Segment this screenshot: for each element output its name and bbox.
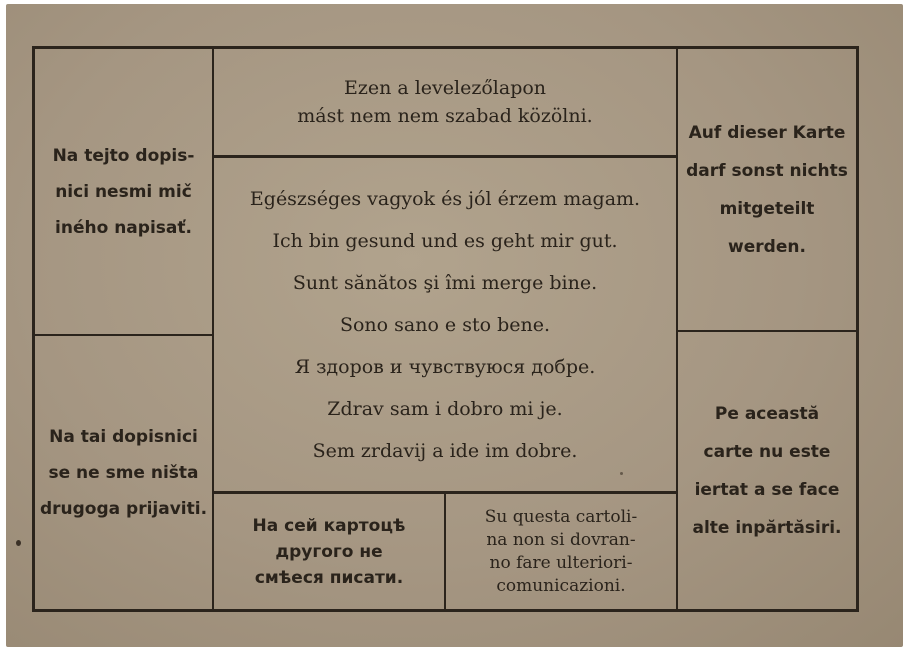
- notice-line: no fare ulteriori-: [489, 552, 633, 573]
- notice-line: nici nesmi mič: [55, 181, 192, 202]
- health-statements: [214, 178, 676, 478]
- notice-line: другого не: [275, 541, 383, 562]
- statement-italian: Sono sano e sto bene.: [339, 314, 551, 336]
- frame-bottom-line: [35, 609, 859, 612]
- notice-line: carte nu este: [703, 441, 831, 462]
- ruthenian-notice: [214, 494, 444, 609]
- notice-line: На сей картоцѣ: [252, 515, 406, 536]
- notice-line: werden.: [728, 236, 806, 257]
- statement-hungarian: Egészséges vagyok és jól érzem magam.: [249, 188, 641, 210]
- hungarian-notice: [214, 49, 676, 155]
- notice-line: alte inpărtăsiri.: [692, 517, 842, 538]
- statement-romanian: Sunt sănătos şi îmi merge bine.: [292, 272, 598, 294]
- notice-line: iertat a se face: [694, 479, 840, 500]
- statement-croatian: Zdrav sam i dobro mi je.: [327, 398, 563, 420]
- german-notice: [678, 49, 856, 330]
- croatian-notice: [35, 336, 212, 609]
- notice-line: Su questa cartoli-: [484, 506, 638, 527]
- notice-line: Pe această: [714, 403, 820, 424]
- slovak-notice: [35, 49, 212, 334]
- center-box-top-line: [213, 155, 678, 158]
- notice-line: darf sonst nichts: [686, 160, 848, 181]
- notice-line: drugoga prijaviti.: [39, 498, 208, 519]
- statement-slovene: Sem zrdavij a ide im dobre.: [312, 440, 578, 462]
- romanian-notice: [678, 332, 856, 609]
- notice-line: Ezen a levelezőlapon: [343, 77, 547, 99]
- notice-line: смѣеся писати.: [254, 567, 404, 588]
- notice-line: Na tejto dopis-: [52, 145, 195, 166]
- notice-line: Auf dieser Karte: [688, 122, 846, 143]
- ink-spot: [16, 540, 21, 546]
- statement-ruthenian: Я здоров и чувствуюся добре.: [294, 356, 596, 378]
- statement-german: Ich bin gesund und es geht mir gut.: [272, 230, 618, 252]
- notice-line: mást nem nem szabad közölni.: [297, 105, 593, 127]
- notice-line: na non si dovran-: [486, 529, 636, 550]
- notice-line: comunicazioni.: [496, 575, 626, 596]
- notice-line: se ne sme ništa: [48, 462, 199, 483]
- italian-notice: [446, 494, 676, 609]
- frame-right-line: [856, 46, 859, 612]
- notice-line: mitgeteilt: [719, 198, 815, 219]
- notice-line: iného napisať.: [55, 217, 192, 238]
- notice-line: Na tai dopisnici: [49, 426, 198, 447]
